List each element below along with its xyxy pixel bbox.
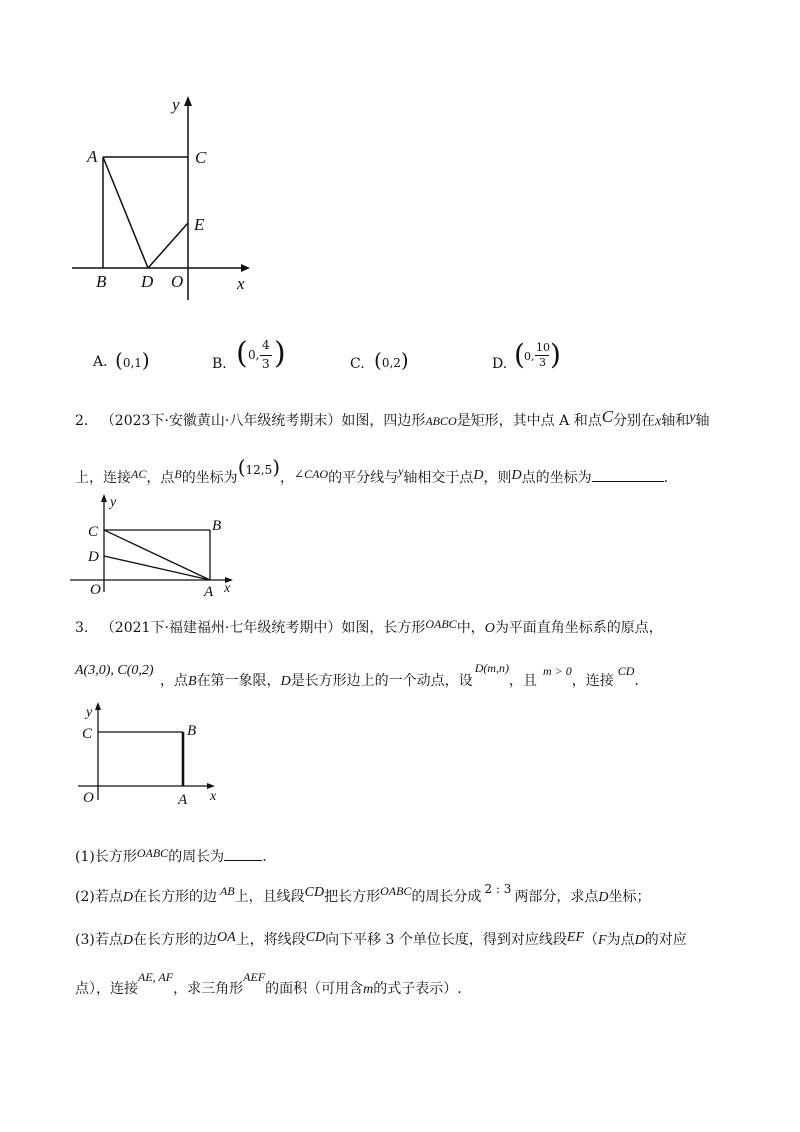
- text: 分别在: [613, 413, 656, 429]
- text: 中，: [456, 620, 485, 636]
- text: ，: [280, 470, 295, 486]
- label-c: C: [88, 524, 99, 540]
- option-d[interactable]: [492, 356, 507, 372]
- label-c: C: [195, 148, 207, 167]
- label-c: C: [82, 726, 93, 742]
- question-number: 2.: [75, 413, 89, 429]
- segment-da: [104, 556, 210, 580]
- text: 在长方形的边: [132, 889, 217, 905]
- option-prefix: 0,: [248, 348, 260, 362]
- question-source: （2021下·福建福州·七年级统考期中）: [100, 620, 342, 636]
- text: （: [584, 932, 599, 948]
- text: ，连接: [571, 673, 614, 689]
- text: 的周长为: [168, 849, 225, 865]
- text: 坐标；: [608, 889, 651, 905]
- sub-question-3-line-2: [75, 970, 462, 998]
- option-d-expr: ( 0, 10 3 ): [514, 338, 561, 371]
- math-cd: CD: [617, 664, 635, 678]
- label-a: A: [178, 792, 188, 808]
- text: 如图，长方形: [341, 620, 426, 636]
- text: 轴相交于点: [403, 470, 474, 486]
- text: .: [663, 470, 669, 486]
- text: ，求三角形: [173, 981, 244, 997]
- math-d: D: [634, 933, 645, 948]
- math-ab: AB: [219, 884, 235, 898]
- math-d: D: [511, 468, 522, 483]
- math-dmn: D(m,n): [474, 661, 510, 675]
- label-o: O: [83, 790, 94, 806]
- math-abco: ABCO: [425, 414, 457, 428]
- question-3-line-2b: [160, 661, 639, 690]
- text: 的对应: [644, 932, 687, 948]
- answer-blank[interactable]: [592, 467, 664, 482]
- option-letter: C.: [350, 356, 365, 372]
- fraction-bar: [260, 355, 272, 356]
- math-coord: 12,5: [245, 463, 273, 477]
- text: (2)若点: [75, 889, 123, 905]
- text: 两部分，求点: [514, 889, 599, 905]
- label-d: D: [88, 549, 99, 565]
- math-oabc: OABC: [136, 846, 169, 860]
- segment-ad: [103, 157, 148, 268]
- math-o: O: [484, 621, 495, 636]
- text: .: [262, 849, 267, 865]
- text: ，点: [160, 673, 188, 689]
- question-number: 3.: [75, 620, 89, 636]
- sub-question-2: [75, 882, 651, 906]
- text: 点），连接: [75, 981, 138, 997]
- text: 在第一象限，: [196, 673, 281, 689]
- option-prefix: 0,: [524, 350, 535, 363]
- text: 的平分线与: [328, 470, 399, 486]
- segment-de: [148, 223, 188, 268]
- option-letter: A.: [93, 354, 108, 370]
- text: 把长方形: [324, 889, 381, 905]
- math-b: B: [174, 467, 182, 481]
- option-expr: 0,2: [381, 356, 401, 370]
- math-ratio: 2 : 3: [484, 882, 512, 896]
- question-3-line-2: [75, 662, 154, 679]
- fraction-denominator: 3: [262, 357, 270, 371]
- text: 在长方形的边: [132, 932, 217, 948]
- label-y: y: [172, 95, 180, 114]
- math-b: B: [188, 674, 197, 689]
- math-m-gt-0: m > 0: [543, 664, 572, 678]
- math-ac: AC: [131, 467, 147, 481]
- text: 为点: [606, 932, 635, 948]
- label-y: y: [110, 495, 117, 510]
- text: .: [634, 673, 639, 689]
- question-3-line-1: [75, 617, 663, 637]
- text: 是长方形边上的一个动点，设: [290, 673, 473, 689]
- label-y: y: [86, 705, 93, 720]
- fraction-denominator: 3: [539, 356, 546, 369]
- text: 轴: [695, 413, 710, 429]
- figure-1: [60, 90, 270, 300]
- label-x: x: [237, 274, 245, 293]
- label-o: O: [90, 582, 101, 598]
- answer-blank[interactable]: [224, 846, 262, 861]
- option-b[interactable]: [212, 356, 227, 372]
- text: ，且: [509, 673, 538, 689]
- option-expr: 0,1: [122, 356, 142, 370]
- option-a[interactable]: A. (0,1): [93, 348, 150, 372]
- text: 是矩形，其中点 A 和点: [456, 413, 602, 429]
- question-2-line-1: [75, 407, 710, 430]
- question-source: （2023下·安徽黄山·八年级统考期末）: [100, 413, 342, 429]
- figure-2: [68, 490, 243, 600]
- math-oa: OA: [216, 930, 236, 945]
- math-ae-af: AE, AF: [138, 970, 174, 984]
- math-y: y: [689, 410, 696, 425]
- math-ef: EF: [566, 930, 585, 945]
- label-x: x: [210, 789, 217, 804]
- math-f: F: [598, 933, 607, 948]
- math-d: D: [598, 890, 609, 905]
- text: 如图，四边形: [341, 413, 426, 429]
- label-x: x: [224, 581, 231, 596]
- text: 轴和: [661, 413, 690, 429]
- math-m: m: [363, 982, 374, 997]
- figure-3: [78, 700, 228, 810]
- option-letter: D.: [492, 356, 508, 372]
- text: 上，将线段: [235, 932, 306, 948]
- label-d: D: [141, 272, 154, 291]
- text: 的式子表示）.: [373, 981, 462, 997]
- text: 上，且线段: [234, 889, 305, 905]
- math-y: y: [398, 464, 404, 478]
- label-e: E: [194, 215, 205, 234]
- label-a: A: [204, 584, 214, 600]
- text: 点的坐标为: [521, 470, 592, 486]
- y-axis-arrow: [184, 96, 192, 106]
- x-axis-arrow: [241, 264, 250, 272]
- fraction-numerator: 4: [262, 338, 270, 352]
- text: 的面积（可用含: [265, 981, 364, 997]
- text: 向下平移 3 个单位长度，得到对应线段: [325, 932, 567, 948]
- math-coords: A(3,0), C(0,2): [75, 663, 154, 678]
- sub-question-3-line-1: [75, 929, 687, 949]
- math-c: C: [601, 407, 614, 426]
- text: (1)长方形: [75, 849, 137, 865]
- math-oabc: OABC: [425, 617, 457, 631]
- text: 为平面直角坐标系的原点，: [494, 620, 663, 636]
- math-cd: CD: [305, 930, 326, 945]
- math-x: x: [655, 414, 662, 429]
- sub-question-1: [75, 846, 267, 866]
- label-b: B: [187, 723, 197, 739]
- label-a: A: [87, 147, 98, 166]
- text: (3)若点: [75, 932, 123, 948]
- math-d: D: [122, 933, 133, 948]
- text: 的坐标为: [181, 470, 238, 486]
- segment-ca: [104, 530, 210, 580]
- math-angle-cao: ∠CAO: [294, 467, 329, 481]
- question-2-line-2: 上，连接AC，点B的坐标为(12,5)，∠CAO的平分线与y轴相交于点D，则D点的坐标为 .: [75, 455, 669, 486]
- fraction-numerator: 10: [536, 341, 550, 354]
- math-cd: CD: [304, 885, 325, 900]
- label-b: B: [212, 518, 222, 534]
- text: ，点: [146, 470, 175, 486]
- math-d: D: [122, 890, 133, 905]
- option-letter: B.: [212, 356, 227, 372]
- y-axis-arrow: [101, 494, 107, 502]
- math-aef: AEF: [243, 970, 266, 984]
- text: 上，连接: [75, 470, 131, 486]
- text: 的周长分成: [411, 889, 482, 905]
- y-axis-arrow: [95, 702, 101, 710]
- label-o: O: [171, 272, 184, 291]
- math-oabc: OABC: [380, 884, 412, 898]
- option-b-expr: ( 0, 4 3 ): [236, 336, 286, 371]
- math-d: D: [473, 468, 484, 483]
- text: ，则: [483, 470, 512, 486]
- math-d: D: [280, 674, 291, 689]
- label-b: B: [96, 272, 107, 291]
- option-c[interactable]: C. (0,2): [350, 348, 409, 372]
